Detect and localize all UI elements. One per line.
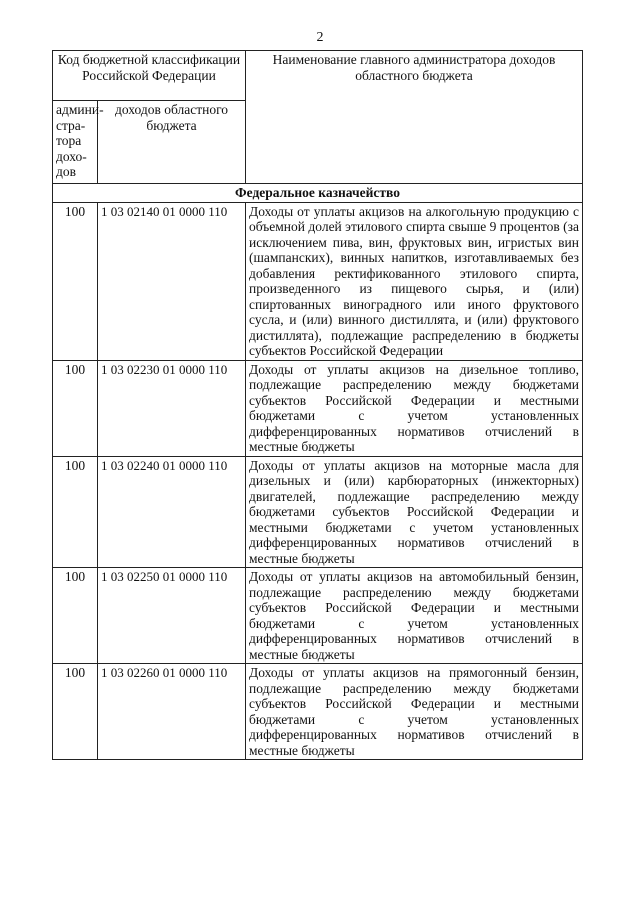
- section-title: Федеральное казначейство: [53, 184, 583, 203]
- table-row: [53, 568, 583, 664]
- header-budget-code: Код бюджетной классификации Российской Федерации: [53, 51, 246, 101]
- income-description: Доходы от уплаты акцизов на прямогонный бензин, подлежащие распределению между бюджетами субъектов Российской Федерации и местными бюджетами с учетом установленных дифференцированных нормативов отчислений в местные бюджеты: [246, 664, 583, 760]
- administrator-code: 100: [53, 456, 98, 568]
- income-code: 1 03 02260 01 0000 110: [98, 664, 246, 760]
- income-description: Доходы от уплаты акцизов на автомобильный бензин, подлежащие распределению между бюджетами субъектов Российской Федерации и местными бюджетами с учетом установленных дифференцированных нормативов отчислений в местные бюджеты: [246, 568, 583, 664]
- header-administrator: админи-стра-тора дохо-дов: [53, 101, 98, 184]
- page-number: 2: [316, 30, 324, 45]
- table-row: [53, 202, 583, 360]
- budget-classification-table: [52, 50, 583, 760]
- income-description: Доходы от уплаты акцизов на алкогольную продукцию с объемной долей этилового спирта свыше 9 процентов (за исключением пива, вин, фруктовых вин, игристых вин (шампанских), винных напитков, изготавливаемых без добавления ректификованного этилового спирта, произведенного из пищевого сырья, и (или) спиртованных виноградного или иного фруктового сусла, и (или) винного дистиллята, и (или) фруктового дистиллята), подлежащие распределению в бюджеты субъектов Российской Федерации: [246, 202, 583, 360]
- income-code: 1 03 02250 01 0000 110: [98, 568, 246, 664]
- income-code: 1 03 02230 01 0000 110: [98, 360, 246, 456]
- income-description: Доходы от уплаты акцизов на моторные масла для дизельных и (или) карбюраторных (инжекторных) двигателей, подлежащие распределению между бюджетами субъектов Российской Федерации и местными бюджетами с учетом установленных дифференцированных нормативов отчислений в местные бюджеты: [246, 456, 583, 568]
- table-row: [53, 456, 583, 568]
- header-row-top: [53, 51, 583, 101]
- table-row: [53, 664, 583, 760]
- header-administrator-name: Наименование главного администратора доходов областного бюджета: [246, 51, 583, 184]
- administrator-code: 100: [53, 664, 98, 760]
- section-row: [53, 184, 583, 203]
- administrator-code: 100: [53, 360, 98, 456]
- income-code: 1 03 02140 01 0000 110: [98, 202, 246, 360]
- income-description: Доходы от уплаты акцизов на дизельное топливо, подлежащие распределению между бюджетами субъектов Российской Федерации и местными бюджетами с учетом установленных дифференцированных нормативов отчислений в местные бюджеты: [246, 360, 583, 456]
- administrator-code: 100: [53, 568, 98, 664]
- administrator-code: 100: [53, 202, 98, 360]
- income-code: 1 03 02240 01 0000 110: [98, 456, 246, 568]
- header-income: доходов областного бюджета: [98, 101, 246, 184]
- table-row: [53, 360, 583, 456]
